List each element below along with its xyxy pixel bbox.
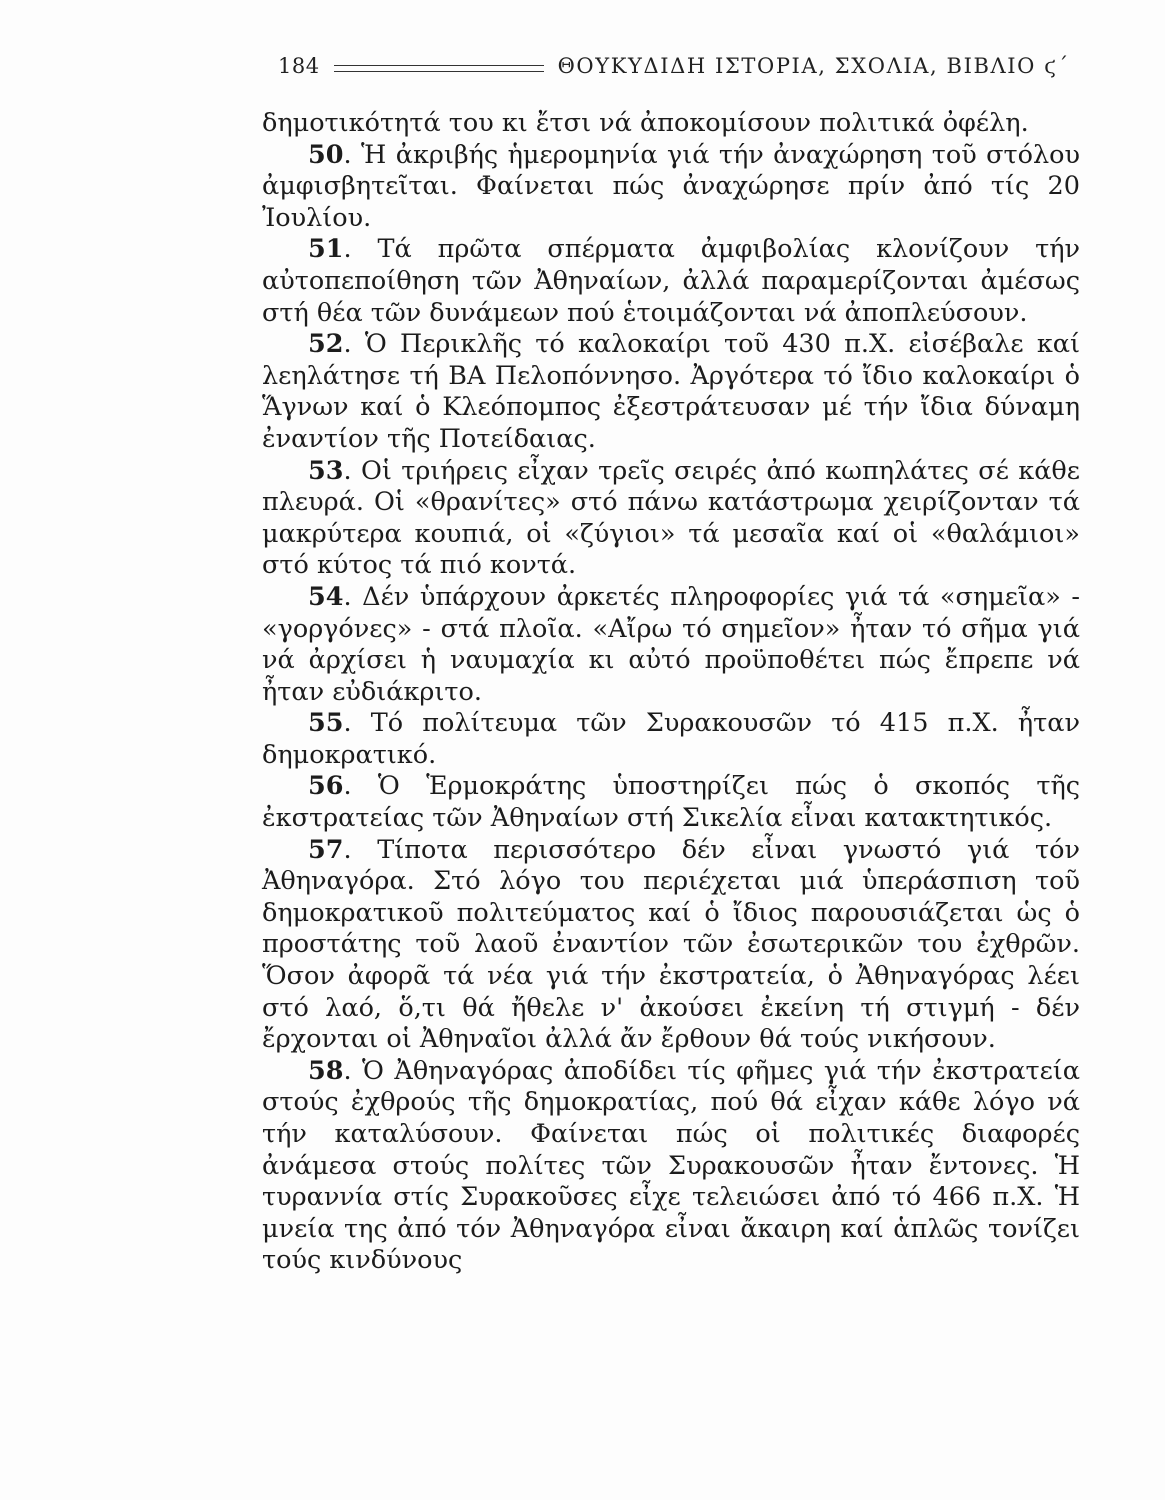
note-text: . Τό πολίτευμα τῶν Συρακουσῶν τό 415 π.Χ. ἦταν δημοκρατικό. xyxy=(262,708,1080,770)
note-text: . Δέν ὑπάρχουν ἀρκετές πληροφορίες γιά τά «σημεῖα» - «γοργόνες» - στά πλοῖα. «Αἴρω τό σημεῖον» ἦταν τό σῆμα γιά νά ἀρχίσει ἡ ναυμαχία κι αὐτό προϋποθέτει πώς ἔπρεπε νά ἦταν εὐδιάκριτο. xyxy=(262,581,1080,707)
note-number: 56 xyxy=(308,771,344,802)
paragraph-text: δημοτικότητά του κι ἔτσι νά ἀποκομίσουν πολιτικά ὀφέλη. xyxy=(262,108,1029,138)
note-text: . Ἡ ἀκριβής ἡμερομηνία γιά τήν ἀναχώρηση τοῦ στόλου ἀμφισβητεῖται. Φαίνεται πώς ἀναχώρησε πρίν ἀπό τίς 20 Ἰουλίου. xyxy=(262,139,1080,233)
note-56 xyxy=(262,771,1080,834)
page-header xyxy=(278,46,1078,86)
note-53 xyxy=(262,456,1080,582)
note-54 xyxy=(262,582,1080,708)
note-number: 51 xyxy=(308,234,344,265)
page-number: 184 xyxy=(278,54,320,78)
note-text: . Ὁ Ἀθηναγόρας ἀποδίδει τίς φῆμες γιά τήν ἐκστρατεία στούς ἐχθρούς τῆς δημοκρατίας, πού θά εἶχαν κάθε λόγο νά τήν καταλύσουν. Φαίνεται πώς οἱ πολιτικές διαφορές ἀνάμεσα στούς πολίτες τῶν Συρακουσῶν ἦταν ἔντονες. Ἡ τυραννία στίς Συρακοῦσες εἶχε τελειώσει ἀπό τό 466 π.Χ. Ἡ μνεία της ἀπό τόν Ἀθηναγόρα εἶναι ἄκαιρη καί ἁπλῶς τονίζει τούς κινδύνους xyxy=(262,1055,1080,1276)
note-58 xyxy=(262,1056,1080,1277)
note-text: . Ὁ Περικλῆς τό καλοκαίρι τοῦ 430 π.Χ. εἰσέβαλε καί λεηλάτησε τή ΒΑ Πελοπόννησο. Ἀργότερα τό ἴδιο καλοκαίρι ὁ Ἅγνων καί ὁ Κλεόπομπος ἐξεστράτευσαν μέ τήν ἴδια δύναμη ἐναντίον τῆς Ποτείδαιας. xyxy=(262,329,1080,454)
note-text: . Ὁ Ἑρμοκράτης ὑποστηρίζει πώς ὁ σκοπός τῆς ἐκστρατείας τῶν Ἀθηναίων στή Σικελία εἶναι κατακτητικός. xyxy=(262,771,1080,834)
paragraph-continuation xyxy=(262,108,1080,140)
note-number: 54 xyxy=(308,581,344,612)
note-number: 58 xyxy=(308,1055,344,1086)
note-number: 50 xyxy=(308,139,344,170)
note-55 xyxy=(262,708,1080,771)
note-text: . Τά πρῶτα σπέρματα ἀμφιβολίας κλονίζουν τήν αὐτοπεποίθηση τῶν Ἀθηναίων, ἀλλά παραμερίζονται ἀμέσως στή θέα τῶν δυνάμεων πού ἑτοιμάζονται νά ἀποπλεύσουν. xyxy=(262,234,1080,328)
header-rule xyxy=(334,65,544,72)
note-text: . Τίποτα περισσότερο δέν εἶναι γνωστό γιά τόν Ἀθηναγόρα. Στό λόγο του περιέχεται μιά ὑπεράσπιση τοῦ δημοκρατικοῦ πολιτεύματος καί ὁ ἴδιος παρουσιάζεται ὡς ὁ προστάτης τοῦ λαοῦ ἐναντίον τῶν ἐσωτερικῶν του ἐχθρῶν. Ὅσον ἀφορᾶ τά νέα γιά τήν ἐκστρατεία, ὁ Ἀθηναγόρας λέει στό λαό, ὅ,τι θά ἤθελε ν' ἀκούσει ἐκείνη τή στιγμή - δέν ἔρχονται οἱ Ἀθηναῖοι ἀλλά ἄν ἔρθουν θά τούς νικήσουν. xyxy=(262,834,1080,1055)
body-text xyxy=(262,108,1080,1277)
note-50 xyxy=(262,140,1080,235)
note-51 xyxy=(262,234,1080,329)
running-title: ΘΟΥΚΥΔΙΔΗ ΙΣΤΟΡΙΑ, ΣΧΟΛΙΑ, ΒΙΒΛΙΟ ϛ΄ xyxy=(557,54,1070,78)
note-number: 57 xyxy=(308,834,344,865)
note-text: . Οἱ τριήρεις εἶχαν τρεῖς σειρές ἀπό κωπηλάτες σέ κάθε πλευρά. Οἱ «θρανίτες» στό πάνω κατάστρωμα χειρίζονταν τά μακρύτερα κουπιά, οἱ «ζύγιοι» τά μεσαῖα καί οἱ «θαλάμιοι» στό κύτος τά πιό κοντά. xyxy=(262,455,1080,581)
note-number: 55 xyxy=(308,708,344,739)
note-number: 52 xyxy=(308,329,344,360)
note-52 xyxy=(262,329,1080,455)
note-number: 53 xyxy=(308,455,344,486)
note-57 xyxy=(262,835,1080,1056)
